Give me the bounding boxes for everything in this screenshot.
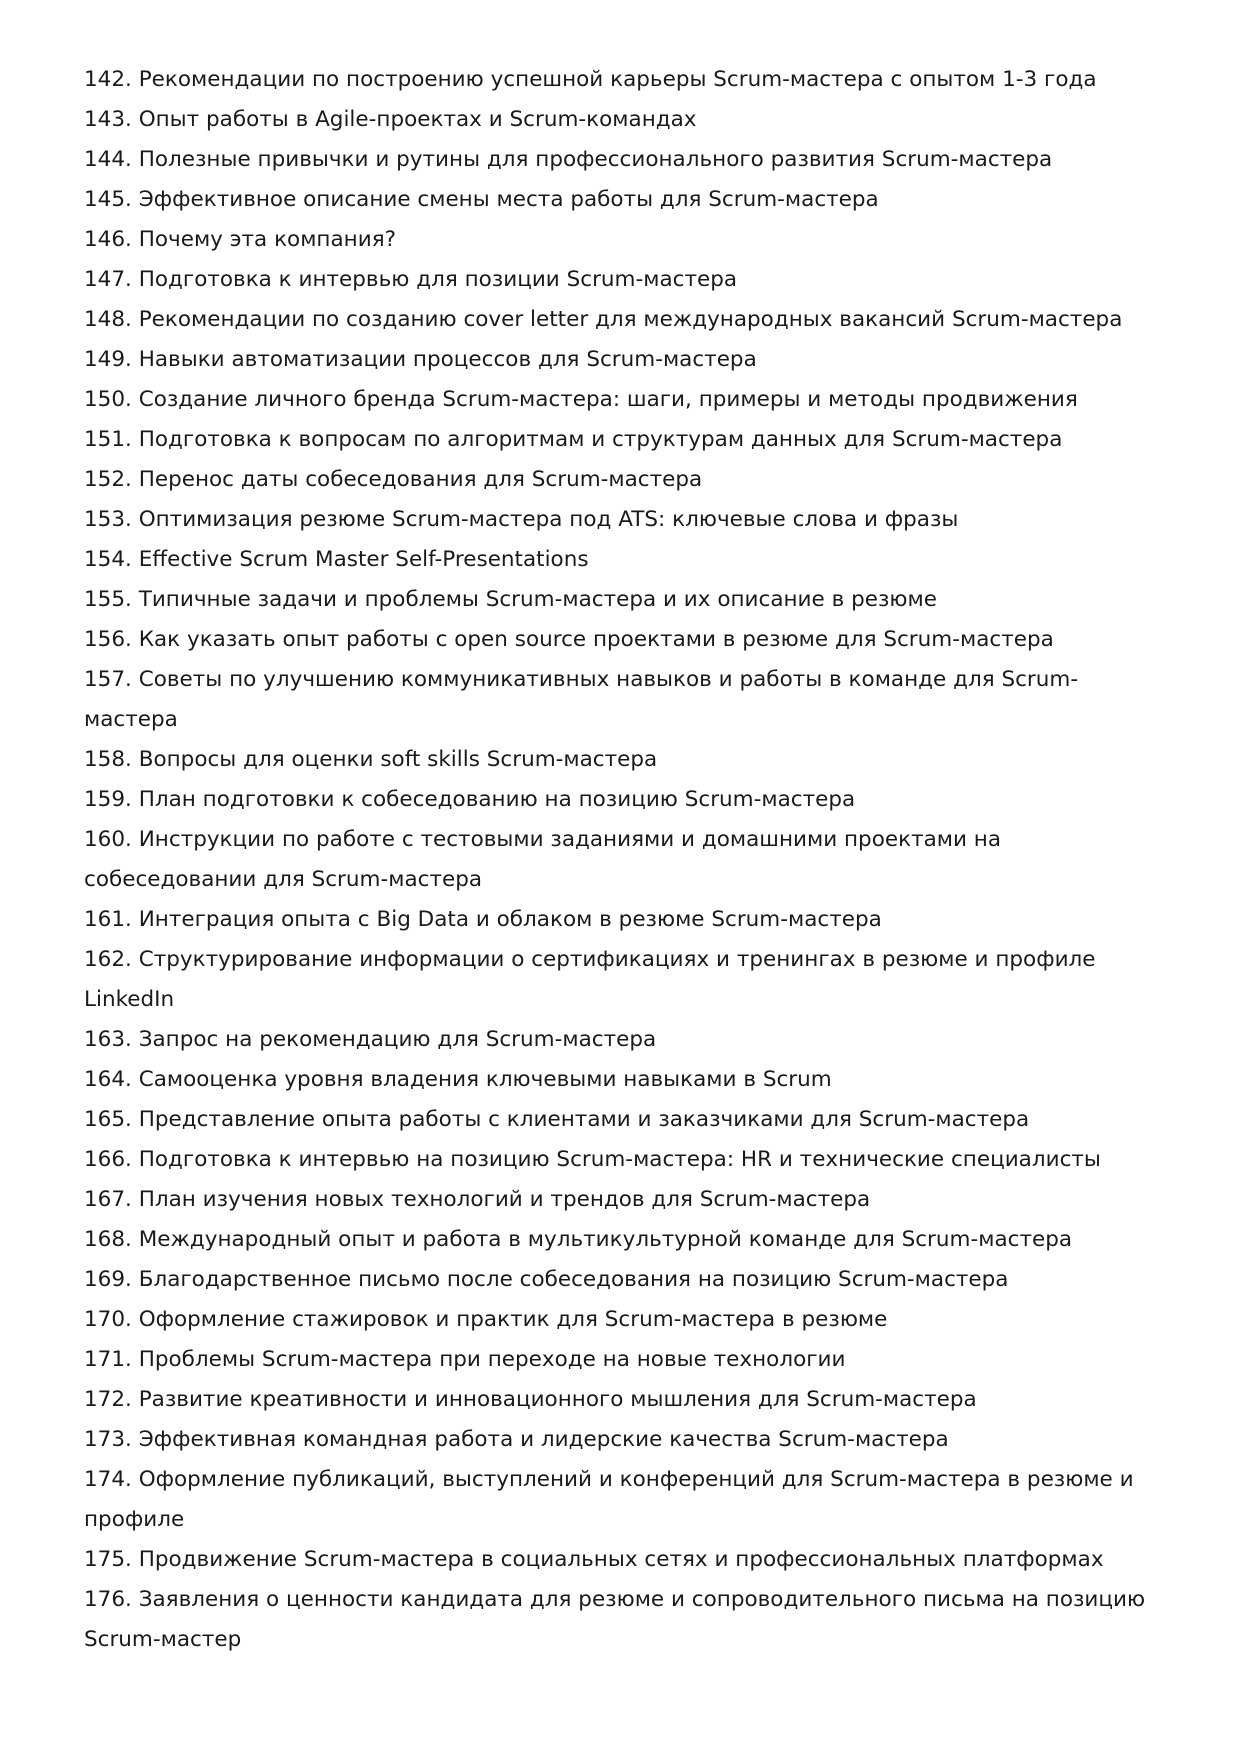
- list-item: 151. Подготовка к вопросам по алгоритмам и структурам данных для Scrum-мастера: [84, 427, 1063, 452]
- topic-list: [84, 60, 1164, 1660]
- list-item: 167. План изучения новых технологий и трендов для Scrum-мастера: [84, 1187, 871, 1212]
- list-item: 157. Советы по улучшению коммуникативных навыков и работы в команде для Scrum-мастера: [84, 667, 1079, 732]
- list-item: 165. Представление опыта работы с клиентами и заказчиками для Scrum-мастера: [84, 1107, 1030, 1132]
- list-item: 163. Запрос на рекомендацию для Scrum-мастера: [84, 1027, 657, 1052]
- list-item: 143. Опыт работы в Agile-проектах и Scrum-командах: [84, 107, 697, 132]
- list-item: 168. Международный опыт и работа в мультикультурной команде для Scrum-мастера: [84, 1227, 1073, 1252]
- list-item: 148. Рекомендации по созданию cover letter для международных вакансий Scrum-мастера: [84, 307, 1123, 332]
- list-item: 174. Оформление публикаций, выступлений и конференций для Scrum-мастера в резюме и профиле: [84, 1467, 1134, 1532]
- list-item: 144. Полезные привычки и рутины для профессионального развития Scrum-мастера: [84, 147, 1053, 172]
- list-item: 159. План подготовки к собеседованию на позицию Scrum-мастера: [84, 787, 856, 812]
- list-item: 146. Почему эта компания?: [84, 227, 397, 252]
- list-item: 175. Продвижение Scrum-мастера в социальных сетях и профессиональных платформах: [84, 1547, 1104, 1572]
- list-item: 154. Effective Scrum Master Self-Presentations: [84, 547, 589, 572]
- list-item: 172. Развитие креативности и инновационного мышления для Scrum-мастера: [84, 1387, 977, 1412]
- list-item: 142. Рекомендации по построению успешной карьеры Scrum-мастера с опытом 1-3 года: [84, 67, 1097, 92]
- list-item: 152. Перенос даты собеседования для Scrum-мастера: [84, 467, 703, 492]
- list-item: 155. Типичные задачи и проблемы Scrum-мастера и их описание в резюме: [84, 587, 937, 612]
- list-item: 176. Заявления о ценности кандидата для резюме и сопроводительного письма на позицию Scrum-мастер: [84, 1587, 1146, 1652]
- list-item: 164. Самооценка уровня владения ключевыми навыками в Scrum: [84, 1067, 832, 1092]
- list-item: 170. Оформление стажировок и практик для Scrum-мастера в резюме: [84, 1307, 888, 1332]
- list-item: 150. Создание личного бренда Scrum-мастера: шаги, примеры и методы продвижения: [84, 387, 1078, 412]
- list-item: 145. Эффективное описание смены места работы для Scrum-мастера: [84, 187, 879, 212]
- list-item: 162. Структурирование информации о сертификациях и тренингах в резюме и профиле LinkedIn: [84, 947, 1096, 1012]
- list-item: 149. Навыки автоматизации процессов для Scrum-мастера: [84, 347, 757, 372]
- list-item: 173. Эффективная командная работа и лидерские качества Scrum-мастера: [84, 1427, 949, 1452]
- list-item: 147. Подготовка к интервью для позиции Scrum-мастера: [84, 267, 738, 292]
- list-item: 156. Как указать опыт работы с open source проектами в резюме для Scrum-мастера: [84, 627, 1054, 652]
- list-item: 161. Интеграция опыта с Big Data и облаком в резюме Scrum-мастера: [84, 907, 882, 932]
- list-item: 169. Благодарственное письмо после собеседования на позицию Scrum-мастера: [84, 1267, 1009, 1292]
- list-item: 166. Подготовка к интервью на позицию Scrum-мастера: HR и технические специалисты: [84, 1147, 1101, 1172]
- list-item: 160. Инструкции по работе с тестовыми заданиями и домашними проектами на собеседовании для Scrum-мастера: [84, 827, 1002, 892]
- list-item: 171. Проблемы Scrum-мастера при переходе на новые технологии: [84, 1347, 846, 1372]
- list-item: 158. Вопросы для оценки soft skills Scrum-мастера: [84, 747, 658, 772]
- list-item: 153. Оптимизация резюме Scrum-мастера под ATS: ключевые слова и фразы: [84, 507, 959, 532]
